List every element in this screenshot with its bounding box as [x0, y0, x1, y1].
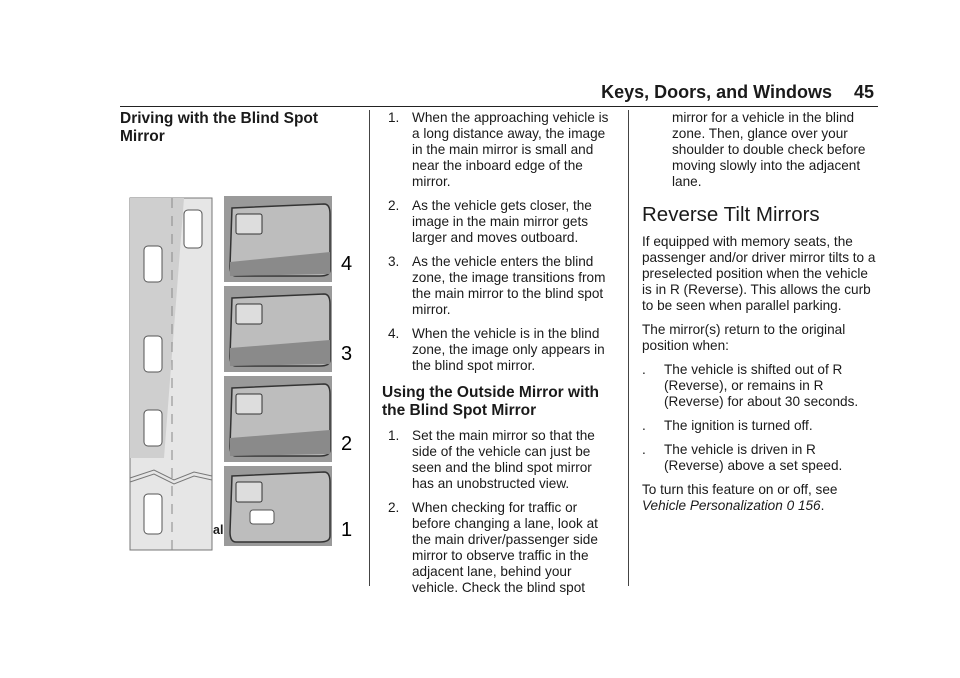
step-number: 4. [388, 326, 400, 341]
step-text: As the vehicle enters the blind zone, the image transitions from the main mirror to the blind spot mirror. [412, 254, 606, 317]
step-text: Set the main mirror so that the side of the vehicle can just be seen and the blind spot mirror has an unobstructed view. [412, 428, 595, 491]
section-title: Keys, Doors, and Windows [601, 82, 832, 102]
figure-label: 2 [341, 433, 353, 455]
list-item [382, 110, 614, 190]
list-item [382, 326, 614, 374]
steps-list [382, 428, 614, 596]
mirror-panel [224, 286, 332, 372]
paragraph [642, 482, 878, 514]
paragraph-text: To turn this feature on or off, see [642, 482, 838, 497]
bullet-list [642, 362, 878, 474]
figure-label: 3 [341, 343, 353, 365]
step-text: When checking for traffic or before changing a lane, look at the main driver/passenger side mirror to observe traffic in the adjacent lane, behind your vehicle. Check the blind spot [412, 500, 598, 595]
xref-text: Vehicle Personalization [642, 498, 783, 513]
xref-end: . [820, 498, 825, 513]
road-diagram [130, 198, 212, 550]
page-number: 45 [853, 82, 874, 102]
list-item [642, 418, 878, 434]
mirror-illustration [124, 158, 353, 541]
column-divider [628, 110, 629, 586]
list-item [382, 428, 614, 492]
step-text: When the approaching vehicle is a long distance away, the image in the main mirror is small and near the inboard edge of the mirror. [412, 110, 609, 189]
xref-page: 156 [797, 498, 821, 513]
steps-list [382, 110, 614, 374]
step-number: 2. [388, 500, 400, 515]
column-divider [369, 110, 370, 586]
list-item [642, 442, 878, 474]
column-right [642, 110, 878, 522]
bullet-icon: . [642, 418, 646, 433]
column-left [120, 110, 360, 541]
mirror-panel [224, 466, 332, 546]
blind-spot-mirror-figure [124, 158, 353, 541]
mirror-panel [224, 196, 332, 282]
continued-text: mirror for a vehicle in the blind zone. Then, glance over your shoulder to double check before moving slowly into the adjacent lane. [672, 110, 866, 189]
section-heading: Driving with the Blind Spot Mirror [120, 110, 319, 145]
list-item [382, 500, 614, 596]
bullet-icon: . [642, 442, 646, 457]
page-header [120, 80, 878, 107]
step-text: When the vehicle is in the blind zone, the image only appears in the blind spot mirror. [412, 326, 605, 373]
figure-label: 4 [341, 253, 353, 275]
paragraph: The mirror(s) return to the original position when: [642, 322, 846, 353]
bullet-text: The vehicle is shifted out of R (Reverse), or remains in R (Reverse) for about 30 seconds. [664, 362, 859, 409]
step-number: 1. [388, 110, 400, 125]
column-middle [382, 110, 614, 604]
step-number: 2. [388, 198, 400, 213]
list-item [382, 254, 614, 318]
mirror-panel [224, 376, 332, 462]
bullet-text: The ignition is turned off. [664, 418, 813, 433]
list-item [642, 362, 878, 410]
page-ref-icon: 0 [786, 498, 795, 513]
step-number: 3. [388, 254, 400, 269]
section-heading: Reverse Tilt Mirrors [642, 203, 820, 226]
section-heading: Using the Outside Mirror with the Blind Spot Mirror [382, 384, 600, 419]
cross-reference-link[interactable] [642, 498, 821, 513]
bullet-icon: . [642, 362, 646, 377]
paragraph: If equipped with memory seats, the passenger and/or driver mirror tilts to a preselected position when the vehicle is in R (Reverse). This allows the curb to be seen when parallel parking. [642, 234, 876, 313]
figure-label: 1 [341, 519, 353, 541]
step-text: As the vehicle gets closer, the image in the main mirror gets larger and moves outboard. [412, 198, 592, 245]
bullet-text: The vehicle is driven in R (Reverse) above a set speed. [664, 442, 843, 473]
list-item [382, 198, 614, 246]
step-number: 1. [388, 428, 400, 443]
